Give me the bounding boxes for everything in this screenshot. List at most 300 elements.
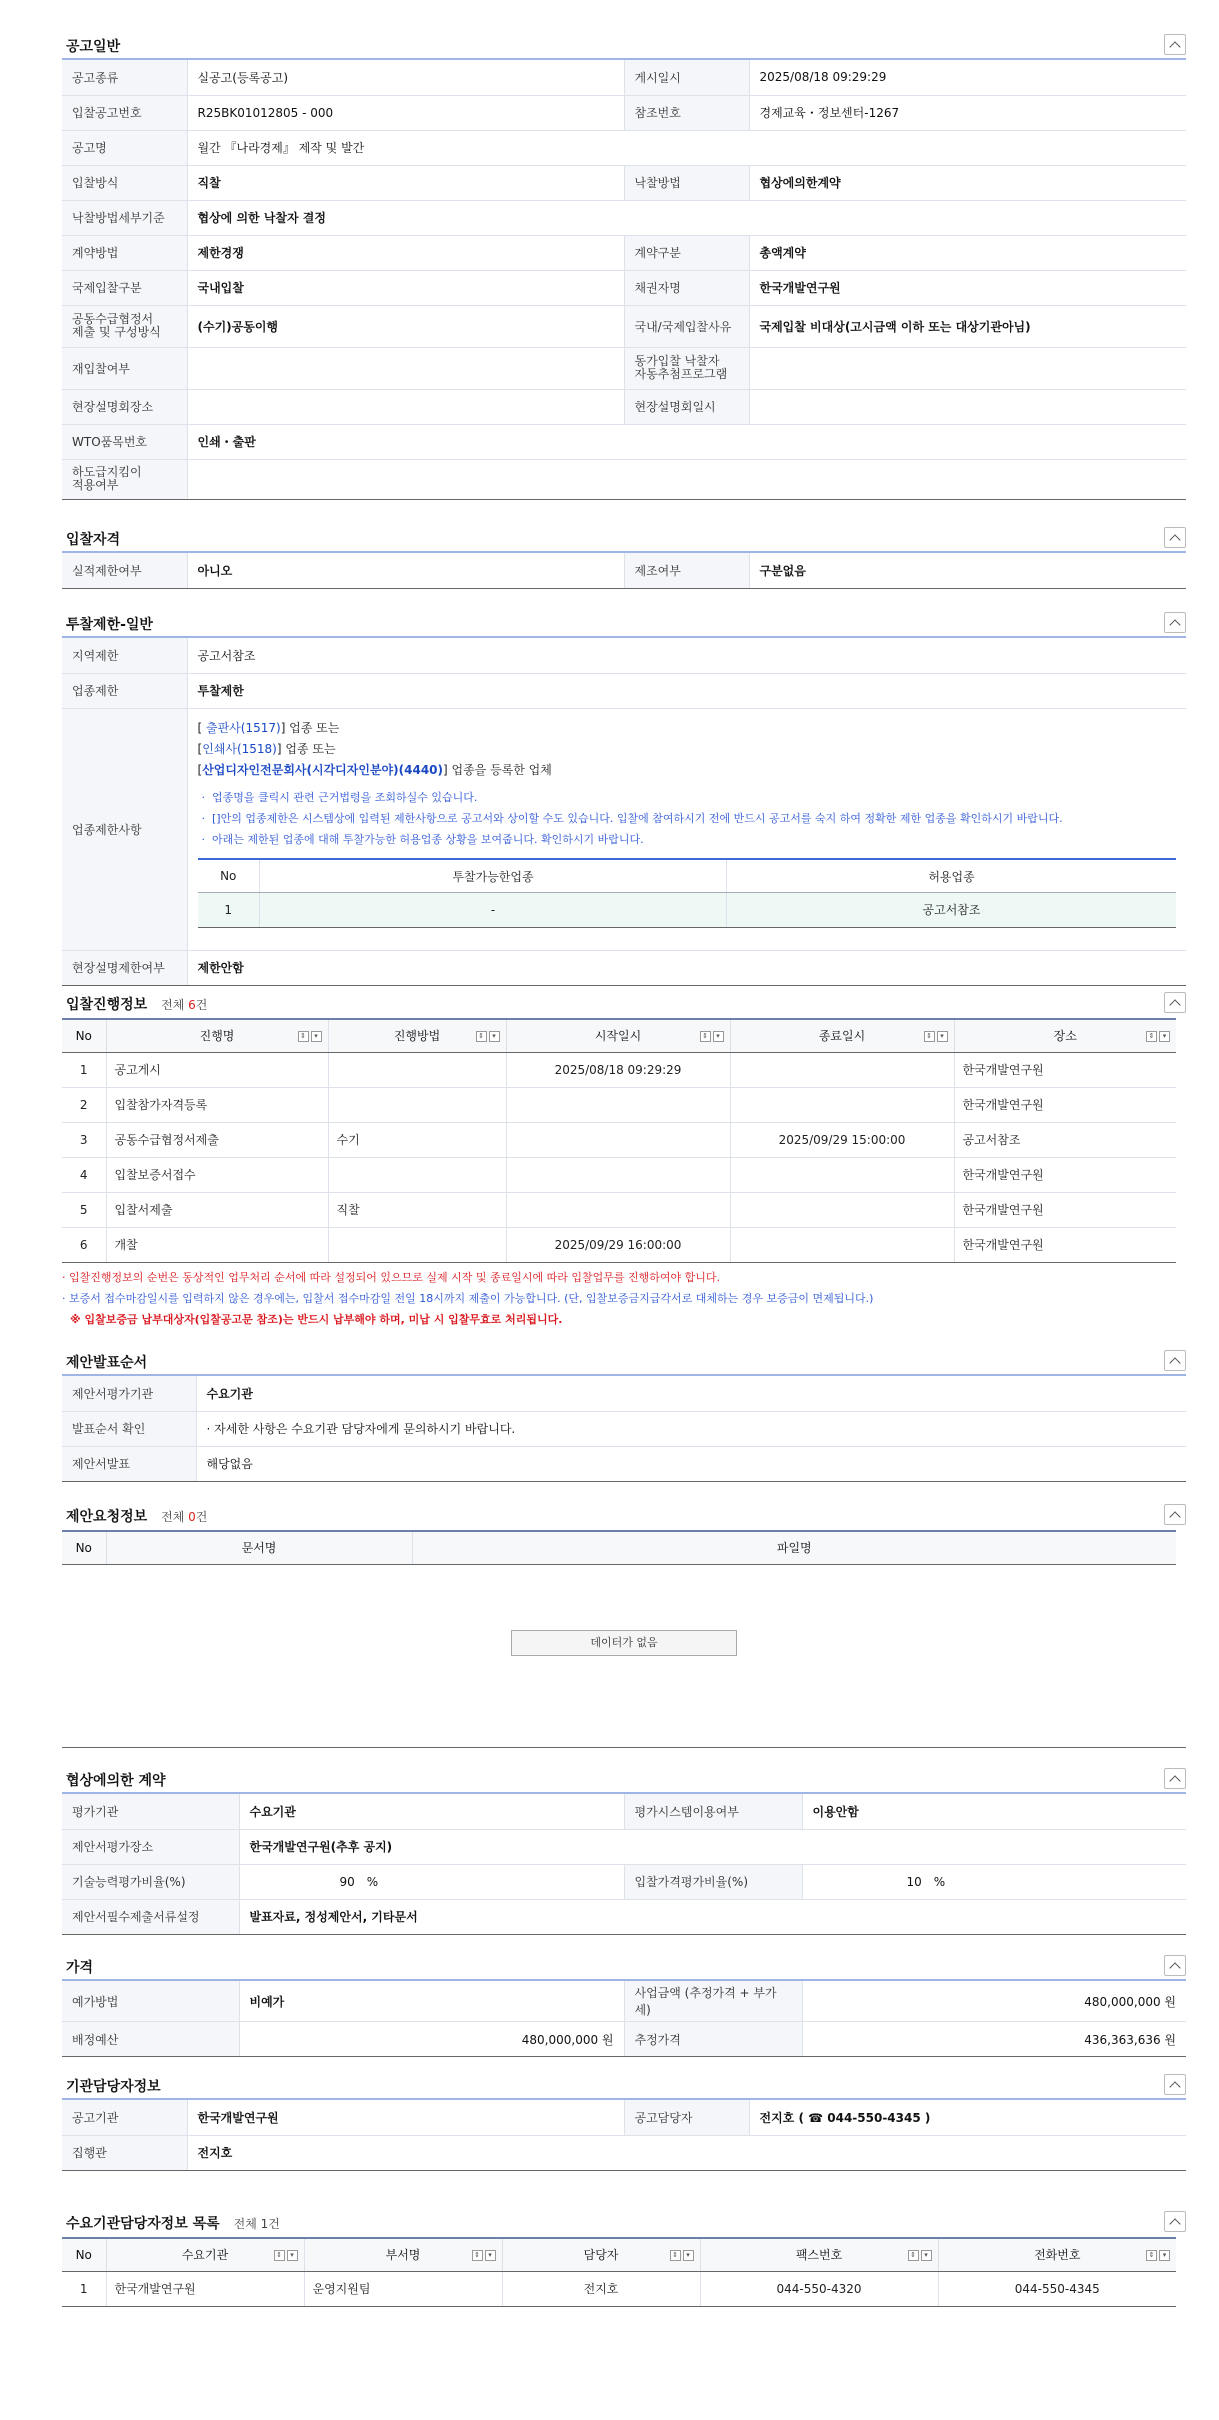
field-label: 실적제한여부 [62,553,187,588]
table-row [62,60,1186,95]
notice-text: · 업종명을 클릭시 관련 근거법령을 조회하실수 있습니다. [201,791,478,805]
field-value: 실공고(등록공고) [187,60,624,95]
table-row [62,553,1186,588]
sort-icon[interactable]: ⇕ ▾ [670,2250,694,2261]
field-value: 발표자료, 정성제안서, 기타문서 [239,1899,1186,1934]
field-value: R25BK01012805 - 000 [187,95,624,130]
count-number: 6 [188,998,196,1012]
field-value: 제한경쟁 [187,235,624,270]
cell-end [730,1227,954,1262]
general-table [62,60,1186,500]
sort-icon[interactable]: ⇕ ▾ [274,2250,298,2261]
section-title: 제안발표순서 [66,1355,148,1371]
collapse-toggle-icon[interactable] [1164,612,1186,633]
progress-table [62,1018,1176,1263]
field-value: 경제교육・정보센터-1267 [749,95,1186,130]
section-header [62,988,1186,1018]
section-qualification [62,523,1186,589]
restriction-detail [187,708,1186,950]
section-header [62,2070,1186,2100]
header-label: 장소 [1053,1029,1077,1044]
field-value: 국내입찰 [187,270,624,305]
field-value: (수기)공동이행 [187,305,624,347]
label-line: 자동추첨프로그램 [634,367,728,381]
cell-phone: 044-550-4345 [938,2271,1176,2306]
column-header: 투찰가능한업종 [260,859,727,892]
column-header[interactable] [700,2238,938,2271]
column-header[interactable] [304,2238,502,2271]
empty-data-message: 데이터가 없음 [511,1630,737,1656]
count-prefix: 전체 [161,998,189,1012]
count-number: 1 [260,2217,269,2231]
ratio-value: 90 [339,1874,355,1889]
table-cell: - [260,892,727,927]
field-value: 국제입찰 비대상(고시금액 이하 또는 대상기관아님) [749,305,1186,347]
column-header: No [62,1019,106,1052]
count-suffix: 건 [268,2217,280,2231]
notice-line: 아래는 제한된 업종에 대해 투찰가능한 허용업종 상황을 보여줍니다. 확인하시기 바랍니다. [212,833,644,847]
table-header-row [62,1019,1176,1052]
notice-text: · []안의 업종제한은 시스템상에 입력된 제한사항으로 공고서와 상이할 수도 있습니다. 입찰에 참여하시기 전에 반드시 공고서를 숙지 하여 정확한 제한 업종을 확인하시기 바랍니다. [201,812,1063,826]
section-presentation [62,1346,1186,1482]
table-cell: 1 [198,892,260,927]
field-value [187,459,1186,499]
total-count [161,998,207,1012]
industry-line [198,718,1177,739]
table-row [62,1052,1176,1087]
field-label: 예가방법 [62,1981,239,2022]
cell-step: 입찰서제출 [106,1192,328,1227]
section-title: 공고일반 [66,39,121,55]
section-negotiation [62,1764,1186,1935]
table-row [62,673,1186,708]
notice-text: · 아래는 제한된 업종에 대해 투찰가능한 허용업종 상황을 보여줍니다. 확인하시기 바랍니다. [201,833,644,847]
cell-end: 2025/09/29 15:00:00 [730,1122,954,1157]
cell-step: 입찰참가자격등록 [106,1087,328,1122]
field-label: 국내/국제입찰사유 [624,305,749,347]
cell-dept: 운영지원팀 [304,2271,502,2306]
field-value: 전지호 [187,2135,1186,2170]
total-count [161,1510,207,1524]
section-title: 입찰자격 [66,532,121,548]
count-suffix: 건 [195,1510,208,1524]
section-request [62,1500,1186,1748]
collapse-toggle-icon[interactable] [1164,2211,1186,2232]
field-value: 비예가 [239,1981,624,2022]
field-label: 낙찰방법세부기준 [62,200,187,235]
line-text: ] 업종 또는 [280,721,340,736]
cell-end [730,1052,954,1087]
cell-no: 3 [62,1122,106,1157]
field-value: 협상에 의한 낙찰자 결정 [187,200,1186,235]
field-label: 현장설명회장소 [62,389,187,424]
cell-step: 공고게시 [106,1052,328,1087]
field-label: 추정가격 [624,2022,802,2057]
field-label: 공고종류 [62,60,187,95]
column-header[interactable] [328,1019,506,1052]
field-label: 업종제한 [62,673,187,708]
table-row [62,2135,1186,2170]
field-label: 입찰가격평가비율(%) [624,1864,802,1899]
field-label: 업종제한사항 [62,708,187,950]
label-line: 제출 및 구성방식 [72,325,161,339]
field-value: 구분없음 [749,553,1186,588]
count-prefix: 전체 [233,2217,261,2231]
table-row [62,2100,1186,2135]
field-label: 재입찰여부 [62,347,187,389]
cell-org: 한국개발연구원 [106,2271,304,2306]
table-row [62,200,1186,235]
table-row [62,1864,1186,1899]
count-suffix: 건 [195,998,208,1012]
demand-table [62,2237,1176,2307]
table-row [62,1981,1186,2022]
cell-end [730,1192,954,1227]
cell-start [506,1192,730,1227]
field-value: 한국개발연구원 [187,2100,624,2135]
field-label: 공고기관 [62,2100,187,2135]
cell-place: 한국개발연구원 [954,1192,1176,1227]
table-row [62,638,1186,673]
title-text: 제안요청정보 [66,1509,148,1525]
line-text: ] 업종을 등록한 업체 [443,763,552,778]
section-progress [62,988,1186,1330]
cell-start [506,1087,730,1122]
section-title [66,1506,207,1526]
cell-end [730,1157,954,1192]
field-value: 480,000,000 원 [802,1981,1186,2022]
cell-step: 입찰보증서접수 [106,1157,328,1192]
presentation-table [62,1376,1186,1482]
section-header [62,1764,1186,1794]
sort-icon[interactable]: ⇕ ▾ [476,1031,500,1042]
cell-method [328,1227,506,1262]
table-header-row [198,859,1177,892]
field-label: 참조번호 [624,95,749,130]
field-label: 공고명 [62,130,187,165]
industry-line [198,760,1177,781]
column-header: 허용업종 [727,859,1177,892]
cell-method [328,1087,506,1122]
field-value: 전지호 ( ☎ 044-550-4345 ) [749,2100,1186,2135]
collapse-toggle-icon[interactable] [1164,527,1186,548]
table-row [62,1157,1176,1192]
sort-icon[interactable]: ⇕ ▾ [1146,1031,1170,1042]
section-restriction [62,608,1186,986]
field-value: 인쇄・출판 [187,424,1186,459]
request-table [62,1530,1176,1565]
progress-note: · 보증서 접수마감일시를 입력하지 않은 경우에는, 입찰서 접수마감일 전일 18시까지 제출이 가능합니다. (단, 입찰보증금지급각서로 대체하는 경우 보증금이 면제됩니다.) [62,1291,874,1305]
section-price [62,1951,1186,2057]
column-header: 파일명 [412,1531,1176,1564]
field-value [749,347,1186,389]
table-row [62,1087,1176,1122]
table-row [62,1122,1176,1157]
column-header[interactable] [730,1019,954,1052]
cell-end [730,1087,954,1122]
header-label: 시작일시 [594,1029,642,1044]
field-value: 제한안함 [187,950,1186,985]
field-label: 지역제한 [62,638,187,673]
cell-start: 2025/08/18 09:29:29 [506,1052,730,1087]
field-label: 입찰방식 [62,165,187,200]
table-row [62,389,1186,424]
cell-method [328,1052,506,1087]
field-value: 436,363,636 원 [802,2022,1186,2057]
cell-place: 공고서참조 [954,1122,1176,1157]
table-row [62,950,1186,985]
table-row [62,270,1186,305]
cell-no: 4 [62,1157,106,1192]
field-label: 기술능력평가비율(%) [62,1864,239,1899]
field-label: 제조여부 [624,553,749,588]
field-label: 입찰공고번호 [62,95,187,130]
cell-no: 2 [62,1087,106,1122]
field-value: 이용안함 [802,1794,1186,1829]
field-label: 공고담당자 [624,2100,749,2135]
section-header [62,1951,1186,1981]
price-table [62,1981,1186,2057]
table-row [62,1227,1176,1262]
cell-start [506,1157,730,1192]
table-header-row [62,1531,1176,1564]
field-label: 현장설명제한여부 [62,950,187,985]
table-cell: 공고서참조 [727,892,1177,927]
column-header[interactable] [938,2238,1176,2271]
bracket: [ [197,763,203,778]
column-header: 문서명 [106,1531,412,1564]
cell-method: 직찰 [328,1192,506,1227]
column-header[interactable] [954,1019,1176,1052]
field-value: 아니오 [187,553,624,588]
field-label: 제안서발표 [62,1446,196,1481]
cell-start: 2025/09/29 16:00:00 [506,1227,730,1262]
field-value: 480,000,000 원 [239,2022,624,2057]
field-label: 평가시스템이용여부 [624,1794,802,1829]
field-value: 월간 『나라경제』 제작 및 발간 [187,130,1186,165]
column-header[interactable] [506,1019,730,1052]
table-row [62,2271,1176,2306]
sort-icon[interactable]: ⇕ ▾ [298,1031,322,1042]
header-label: 팩스번호 [795,2248,843,2263]
column-header[interactable] [502,2238,700,2271]
cell-place: 한국개발연구원 [954,1087,1176,1122]
collapse-toggle-icon[interactable] [1164,34,1186,55]
field-label: 게시일시 [624,60,749,95]
field-value: · 자세한 사항은 수요기관 담당자에게 문의하시기 바랍니다. [196,1411,1186,1446]
field-label: 채권자명 [624,270,749,305]
cell-start [506,1122,730,1157]
field-value: 수요기관 [196,1376,1186,1411]
industry-line [198,739,1177,760]
cell-no: 1 [62,2271,106,2306]
table-row [62,424,1186,459]
field-label: 국제입찰구분 [62,270,187,305]
table-row [62,347,1186,389]
cell-step: 공동수급협정서제출 [106,1122,328,1157]
field-value [187,347,624,389]
field-label: 계약방법 [62,235,187,270]
field-value: 한국개발연구원(추후 공지) [239,1829,1186,1864]
section-header [62,30,1186,60]
field-value: 2025/08/18 09:29:29 [749,60,1186,95]
header-label: 부서명 [385,2248,421,2263]
section-demand [62,2207,1186,2307]
section-header [62,1346,1186,1376]
manager-table [62,2100,1186,2171]
table-row [62,305,1186,347]
cell-method: 수기 [328,1122,506,1157]
field-value [749,389,1186,424]
cell-no: 6 [62,1227,106,1262]
column-header[interactable] [106,1019,328,1052]
section-title: 기관담당자정보 [66,2079,161,2095]
table-row [62,165,1186,200]
table-row [62,1446,1186,1481]
column-header[interactable] [106,2238,304,2271]
table-row [62,1899,1186,1934]
field-label [624,347,749,389]
cell-place: 한국개발연구원 [954,1157,1176,1192]
field-label: 현장설명회일시 [624,389,749,424]
table-row [62,1794,1186,1829]
column-header: No [62,1531,106,1564]
industry-link[interactable]: 출판사(1517) [206,721,281,736]
header-label: 담당자 [583,2248,619,2263]
table-row [62,95,1186,130]
table-header-row [62,2238,1176,2271]
title-text: 수요기관담당자정보 목록 [66,2216,220,2232]
section-manager [62,2070,1186,2171]
sort-icon[interactable]: ⇕ ▾ [700,1031,724,1042]
field-value: 투찰제한 [187,673,1186,708]
section-title [66,2213,280,2233]
qualification-table [62,553,1186,589]
field-value [802,1864,1186,1899]
notice-line: []안의 업종제한은 시스템상에 입력된 제한사항으로 공고서와 상이할 수도 있습니다. 입찰에 참여하시기 전에 반드시 공고서를 숙지 하여 정확한 제한 업종을 확인하시기 바랍니다. [212,812,1063,826]
table-row [62,2022,1186,2057]
cell-fax: 044-550-4320 [700,2271,938,2306]
field-label [62,305,187,347]
title-text: 입찰진행정보 [66,997,148,1013]
restriction-table [62,638,1186,986]
field-value: 협상에의한계약 [749,165,1186,200]
table-row [62,235,1186,270]
field-label: 사업금액 (추정가격 + 부가세) [624,1981,802,2022]
field-value: 공고서참조 [187,638,1186,673]
table-row [62,708,1186,950]
section-header [62,523,1186,553]
section-title: 가격 [66,1960,94,1976]
field-label: 낙찰방법 [624,165,749,200]
bracket: [ [197,742,203,757]
table-row [62,1192,1176,1227]
cell-place: 한국개발연구원 [954,1052,1176,1087]
progress-note: · 입찰진행정보의 순번은 동상적인 업무처리 순서에 따라 설정되어 있으므로 실제 시작 및 종료일시에 따라 입찰업무를 진행하여야 합니다. [62,1270,720,1284]
field-label: 발표순서 확인 [62,1411,196,1446]
table-row [62,459,1186,499]
collapse-toggle-icon[interactable] [1164,1955,1186,1976]
sort-icon[interactable]: ⇕ ▾ [472,2250,496,2261]
field-label: 계약구분 [624,235,749,270]
table-row [198,892,1177,927]
field-label: 제안서평가기관 [62,1376,196,1411]
label-line: 공동수급협정서 [72,312,154,326]
percent-unit: % [933,1874,946,1889]
cell-method [328,1157,506,1192]
field-label [62,459,187,499]
collapse-toggle-icon[interactable] [1164,2074,1186,2095]
field-label: 제안서평가장소 [62,1829,239,1864]
collapse-toggle-icon[interactable] [1164,992,1186,1013]
field-value: 총액계약 [749,235,1186,270]
table-row [62,130,1186,165]
table-row [62,1411,1186,1446]
count-prefix: 전체 [161,1510,189,1524]
field-value: 직찰 [187,165,624,200]
label-line: 적용여부 [72,478,119,492]
column-header: No [62,2238,106,2271]
cell-no: 5 [62,1192,106,1227]
table-row [62,1829,1186,1864]
sort-icon[interactable]: ⇕ ▾ [908,2250,932,2261]
deposit-warning: ※ 입찰보증금 납부대상자(입찰공고문 참조)는 반드시 납부해야 하며, 미납 시 입찰무효로 처리됩니다. [70,1312,563,1326]
header-label: 종료일시 [818,1029,866,1044]
field-value [187,389,624,424]
section-header [62,608,1186,638]
collapse-toggle-icon[interactable] [1164,1350,1186,1371]
section-header [62,1500,1186,1530]
collapse-toggle-icon[interactable] [1164,1768,1186,1789]
header-label: 전화번호 [1034,2248,1081,2263]
section-general [62,30,1186,500]
field-label: 배정예산 [62,2022,239,2057]
label-line: 동가입찰 낙찰자 [634,354,720,368]
notice-line: 업종명을 클릭시 관련 근거법령을 조회하실수 있습니다. [212,791,478,805]
column-header: No [198,859,260,892]
cell-step: 개찰 [106,1227,328,1262]
ratio-value: 10 [906,1874,922,1889]
table-row [62,1376,1186,1411]
bracket: [ [197,721,206,736]
sort-icon[interactable]: ⇕ ▾ [1146,2250,1170,2261]
cell-person: 전지호 [502,2271,700,2306]
cell-no: 1 [62,1052,106,1087]
section-header [62,2207,1186,2237]
field-label: 평가기관 [62,1794,239,1829]
field-label: 집행관 [62,2135,187,2170]
field-label: WTO품목번호 [62,424,187,459]
industry-link[interactable]: 인쇄사(1518) [202,742,277,757]
header-label: 진행명 [199,1029,235,1044]
header-label: 수요기관 [181,2248,229,2263]
cell-place: 한국개발연구원 [954,1227,1176,1262]
section-title [66,994,207,1014]
total-count [234,2217,280,2231]
line-text: ] 업종 또는 [276,742,336,757]
field-value: 해당없음 [196,1446,1186,1481]
collapse-toggle-icon[interactable] [1164,1504,1186,1525]
section-title: 협상에의한 계약 [66,1773,166,1789]
field-value [239,1864,624,1899]
field-value: 한국개발연구원 [749,270,1186,305]
allowed-industry-table [198,858,1177,928]
section-title: 투찰제한-일반 [66,617,153,633]
industry-link[interactable]: 산업디자인전문회사(시각디자인분야)(4440) [202,763,443,778]
label-line: 하도급지킴이 [72,465,142,479]
percent-unit: % [366,1874,379,1889]
sort-icon[interactable]: ⇕ ▾ [924,1031,948,1042]
